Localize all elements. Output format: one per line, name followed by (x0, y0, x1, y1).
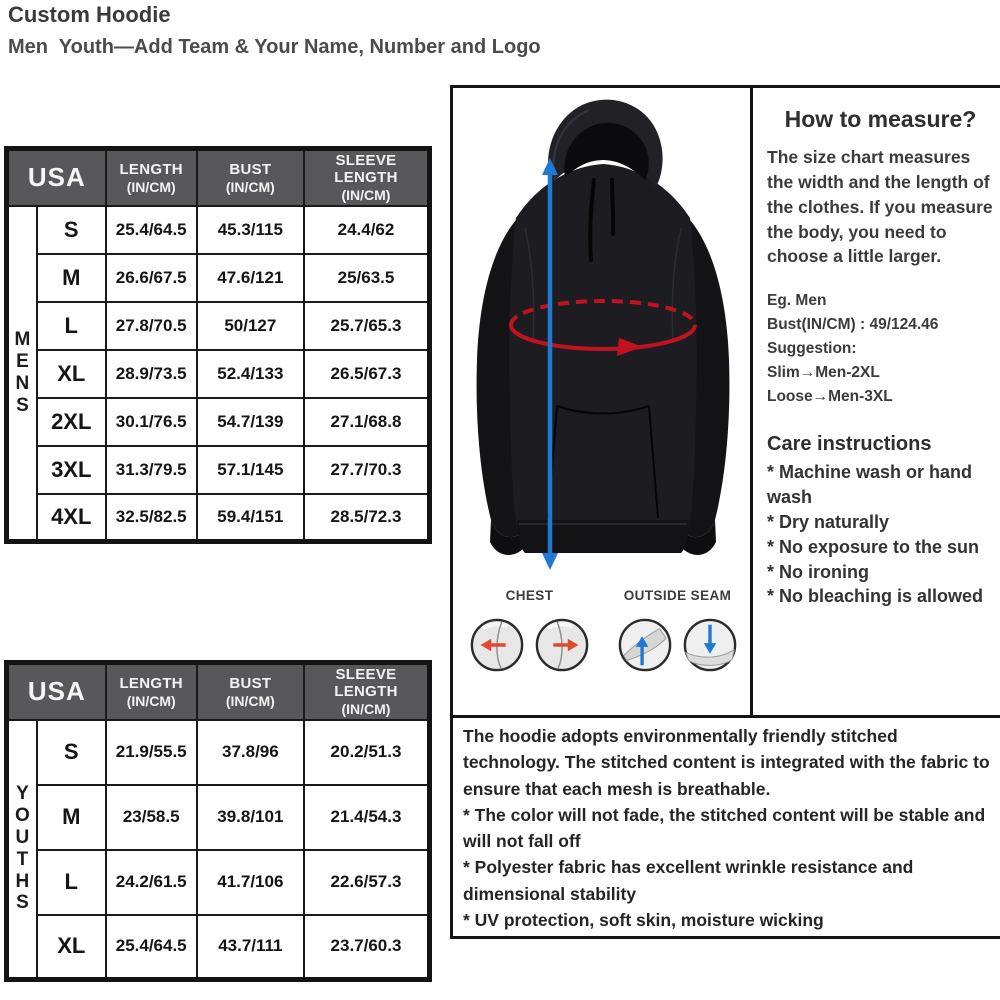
length-header-unit: (IN/CM) (126, 178, 176, 195)
example-line: Eg. Men (767, 292, 827, 310)
length-cell: 27.8/70.5 (106, 302, 197, 350)
how-to-measure-title: How to measure? (784, 106, 977, 132)
size-cell: M (37, 785, 106, 850)
bust-header-unit: (IN/CM) (225, 178, 275, 195)
chest-arrow-right-icon (534, 617, 590, 673)
bust-header-label: BUST (229, 160, 272, 178)
outside-seam-label: OUTSIDE SEAM (623, 588, 732, 603)
mens-group-label: MENS (14, 329, 31, 416)
hoodie-photo-box (453, 88, 753, 715)
length-cell: 25.4/64.5 (106, 915, 197, 980)
example-line: Loose→Men-3XL (767, 388, 893, 406)
bust-cell: 57.1/145 (197, 446, 304, 494)
bust-cell: 47.6/121 (197, 254, 304, 302)
size-cell: XL (37, 350, 106, 398)
sleeve-cell: 28.5/72.3 (304, 494, 430, 542)
length-header-label: LENGTH (119, 674, 183, 692)
length-header (106, 663, 197, 720)
bust-cell: 45.3/115 (197, 206, 304, 254)
description-bullet: * UV protection, soft skin, moisture wicking (463, 909, 824, 930)
size-row (7, 350, 430, 398)
sleeve-cell: 25/63.5 (304, 254, 430, 302)
care-item: * No bleaching is allowed (767, 586, 984, 607)
size-row (7, 494, 430, 542)
example-line: Slim→Men-2XL (767, 364, 880, 382)
length-cell: 30.1/76.5 (106, 398, 197, 446)
sleeve-cell: 21.4/54.3 (304, 785, 430, 850)
length-cell: 25.4/64.5 (106, 206, 197, 254)
sleeve-cell: 26.5/67.3 (304, 350, 430, 398)
size-row (7, 915, 430, 980)
sleeve-cell: 25.7/65.3 (304, 302, 430, 350)
bust-cell: 59.4/151 (197, 494, 304, 542)
size-cell: S (37, 720, 106, 785)
bust-cell: 52.4/133 (197, 350, 304, 398)
length-cell: 24.2/61.5 (106, 850, 197, 915)
youths-group-label: YOUTHS (15, 783, 30, 914)
sleeve-cell: 23.7/60.3 (304, 915, 430, 980)
size-cell: S (37, 206, 106, 254)
size-row (7, 850, 430, 915)
care-item: * Dry naturally (767, 511, 890, 532)
size-cell: XL (37, 915, 106, 980)
sleeve-header-unit: (IN/CM) (341, 187, 391, 204)
description-bullet: * The color will not fade, the stitched content will be stable and will not fall off (463, 804, 986, 851)
youths-group-cell (7, 720, 37, 980)
length-header-label: LENGTH (119, 160, 183, 178)
youths-chart-header-row (7, 663, 430, 720)
size-row (7, 720, 430, 785)
length-cell: 21.9/55.5 (106, 720, 197, 785)
care-item: * No ironing (767, 561, 869, 582)
usa-header: USA (7, 149, 106, 206)
description-intro: The hoodie adopts environmentally friendly stitched technology. The stitched content is integrated with the fabric to ensure that each mesh is breathable. (463, 726, 990, 799)
example-line: Suggestion: (767, 340, 857, 358)
size-row (7, 302, 430, 350)
bust-header (197, 149, 304, 206)
sleeve-cell: 27.7/70.3 (304, 446, 430, 494)
care-item: * No exposure to the sun (767, 536, 980, 557)
size-cell: 2XL (37, 398, 106, 446)
chest-label: CHEST (505, 588, 554, 603)
length-cell: 32.5/82.5 (106, 494, 197, 542)
size-row (7, 206, 430, 254)
bust-cell: 43.7/111 (197, 915, 304, 980)
care-instructions-list (767, 460, 994, 609)
length-header (106, 149, 197, 206)
page-title: Custom Hoodie (8, 2, 171, 27)
size-row (7, 254, 430, 302)
sleeve-cell: 24.4/62 (304, 206, 430, 254)
length-cell: 28.9/73.5 (106, 350, 197, 398)
length-header-unit: (IN/CM) (126, 692, 176, 709)
page-subtitle: Men Youth—Add Team & Your Name, Number and Logo (8, 36, 541, 58)
mens-chart-header-row (7, 149, 430, 206)
size-cell: M (37, 254, 106, 302)
bust-header-unit: (IN/CM) (225, 692, 275, 709)
youths-size-chart (4, 660, 432, 982)
bust-cell: 54.7/139 (197, 398, 304, 446)
care-instructions-title: Care instructions (767, 433, 932, 456)
care-item: * Machine wash or hand wash (767, 462, 973, 508)
size-cell: 4XL (37, 494, 106, 542)
bust-cell: 41.7/106 (197, 850, 304, 915)
usa-header: USA (7, 663, 106, 720)
sleeve-header-label: SLEEVE LENGTH (334, 666, 398, 701)
bust-cell: 50/127 (197, 302, 304, 350)
bust-cell: 37.8/96 (197, 720, 304, 785)
example-line: Bust(IN/CM) : 49/124.46 (767, 316, 939, 334)
bust-header-label: BUST (229, 674, 272, 692)
length-cell: 26.6/67.5 (106, 254, 197, 302)
length-cell: 31.3/79.5 (106, 446, 197, 494)
size-suggestion-example (767, 289, 994, 409)
seam-arrow-up-icon (617, 617, 673, 673)
description-bullet: * Polyester fabric has excellent wrinkle resistance and dimensional stability (463, 857, 914, 904)
sleeve-cell: 22.6/57.3 (304, 850, 430, 915)
sleeve-cell: 20.2/51.3 (304, 720, 430, 785)
mens-size-chart (4, 146, 432, 544)
size-row (7, 785, 430, 850)
product-description-box (450, 715, 1000, 939)
bust-cell: 39.8/101 (197, 785, 304, 850)
how-to-measure-body: The size chart measures the width and the length of the clothes. If you measure the body, you need to choose a little larger. (767, 147, 993, 267)
sleeve-header-unit: (IN/CM) (341, 701, 391, 718)
size-row (7, 446, 430, 494)
sleeve-header (304, 149, 430, 206)
sleeve-header (304, 663, 430, 720)
outside-seam-icon-group (617, 588, 738, 673)
size-cell: 3XL (37, 446, 106, 494)
length-cell: 23/58.5 (106, 785, 197, 850)
seam-arrow-down-icon (682, 617, 738, 673)
size-row (7, 398, 430, 446)
sleeve-header-label: SLEEVE LENGTH (334, 152, 398, 187)
mens-group-cell (7, 206, 37, 542)
chest-icon-group (469, 588, 590, 673)
chest-arrow-left-icon (469, 617, 525, 673)
size-cell: L (37, 850, 106, 915)
measure-panel (450, 85, 1000, 715)
bust-header (197, 663, 304, 720)
measure-icons-strip (453, 588, 750, 673)
hoodie-image (453, 88, 753, 583)
size-cell: L (37, 302, 106, 350)
sleeve-cell: 27.1/68.8 (304, 398, 430, 446)
how-to-measure-panel (753, 88, 1000, 715)
